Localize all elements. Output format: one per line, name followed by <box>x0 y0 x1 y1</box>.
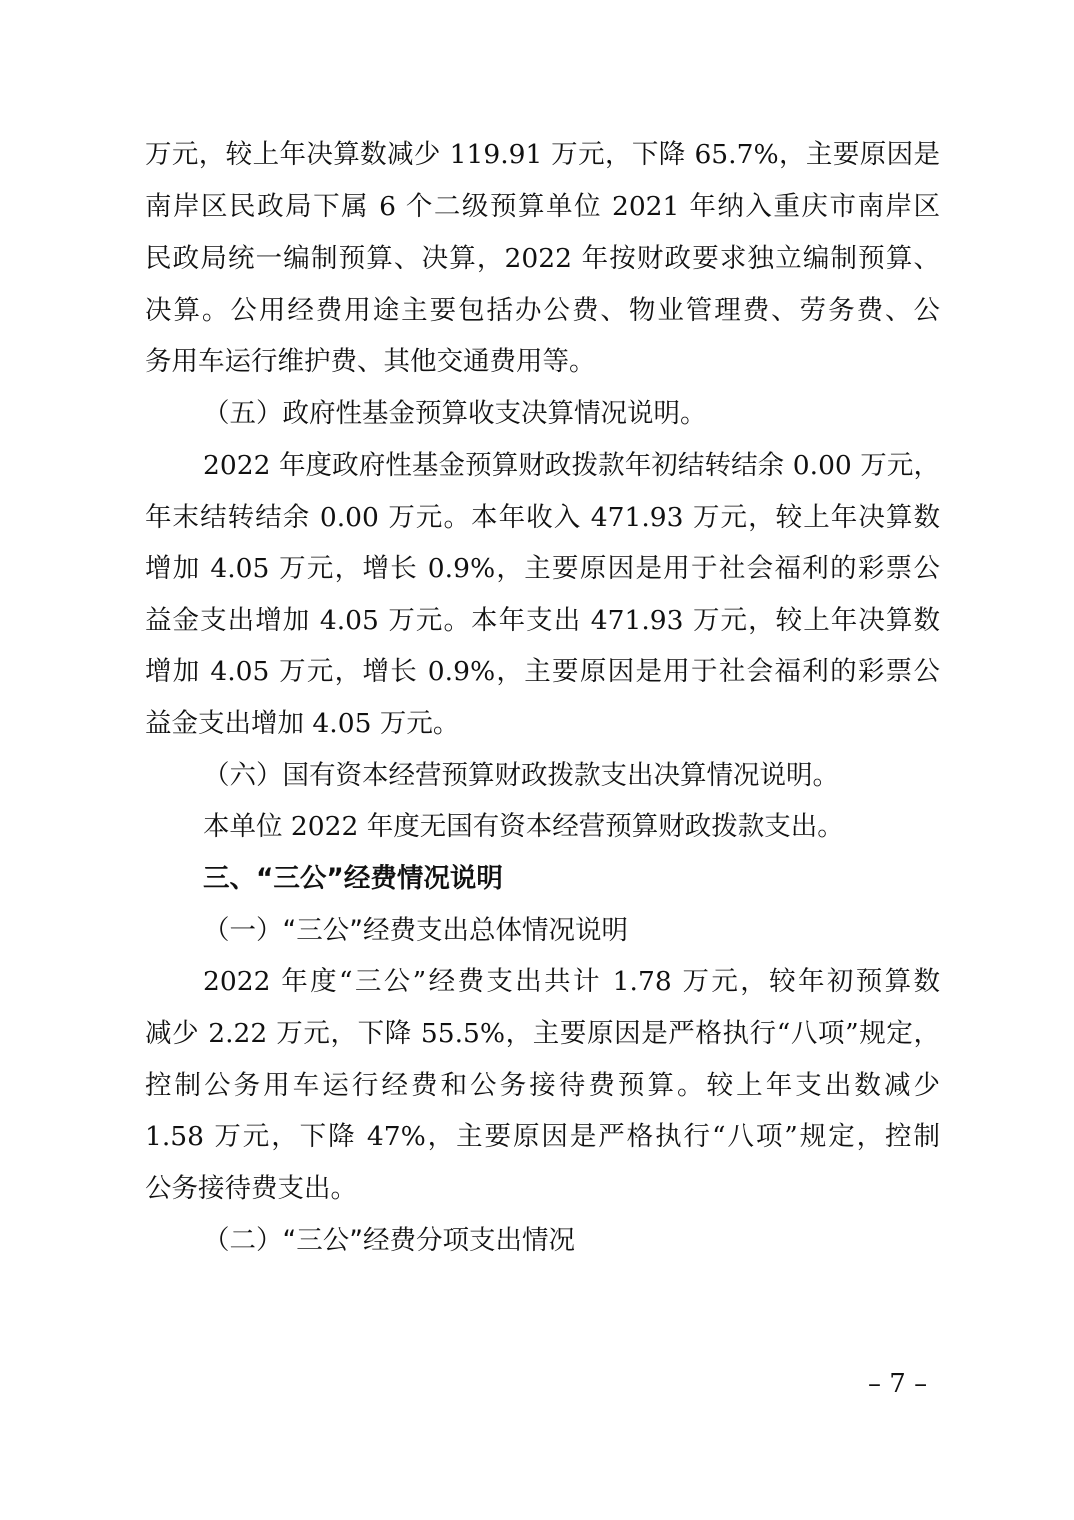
paragraph-line: 益金支出增加 4.05 万元。 <box>145 708 460 739</box>
paragraph-line: 年末结转结余 0.00 万元。本年收入 471.93 万元，较上年决算数 <box>145 502 940 533</box>
paragraph-line: 本单位 2022 年度无国有资本经营预算财政拨款支出。 <box>203 811 844 842</box>
section-subheading: （五）政府性基金预算收支决算情况说明。 <box>203 398 707 429</box>
paragraph-line: 增加 4.05 万元，增长 0.9%，主要原因是用于社会福利的彩票公 <box>145 553 940 584</box>
paragraph-line: 减少 2.22 万元，下降 55.5%，主要原因是严格执行“八项”规定， <box>145 1018 940 1049</box>
section-subheading: （六）国有资本经营预算财政拨款支出决算情况说明。 <box>203 760 839 791</box>
paragraph-line: 南岸区民政局下属 6 个二级预算单位 2021 年纳入重庆市南岸区 <box>145 191 940 222</box>
paragraph-line: 决算。公用经费用途主要包括办公费、物业管理费、劳务费、公 <box>145 295 940 326</box>
paragraph-line: 2022 年度政府性基金预算财政拨款年初结转结余 0.00 万元， <box>203 450 940 481</box>
paragraph-line: 益金支出增加 4.05 万元。本年支出 471.93 万元，较上年决算数 <box>145 605 940 636</box>
page-number: – 7 – <box>868 1369 928 1399</box>
paragraph-line: 民政局统一编制预算、决算，2022 年按财政要求独立编制预算、 <box>145 243 940 274</box>
paragraph-line: 控制公务用车运行经费和公务接待费预算。较上年支出数减少 <box>145 1070 940 1101</box>
paragraph-line: 增加 4.05 万元，增长 0.9%，主要原因是用于社会福利的彩票公 <box>145 656 940 687</box>
paragraph-line: 2022 年度“三公”经费支出共计 1.78 万元，较年初预算数 <box>203 966 940 997</box>
paragraph-line: 公务接待费支出。 <box>145 1173 357 1204</box>
section-subheading: （一）“三公”经费支出总体情况说明 <box>203 915 628 946</box>
section-heading: 三、“三公”经费情况说明 <box>203 863 503 894</box>
section-subheading: （二）“三公”经费分项支出情况 <box>203 1225 575 1256</box>
paragraph-line: 1.58 万元，下降 47%，主要原因是严格执行“八项”规定，控制 <box>145 1121 940 1152</box>
paragraph-line: 务用车运行维护费、其他交通费用等。 <box>145 346 596 377</box>
paragraph-line: 万元，较上年决算数减少 119.91 万元，下降 65.7%，主要原因是 <box>145 139 940 170</box>
